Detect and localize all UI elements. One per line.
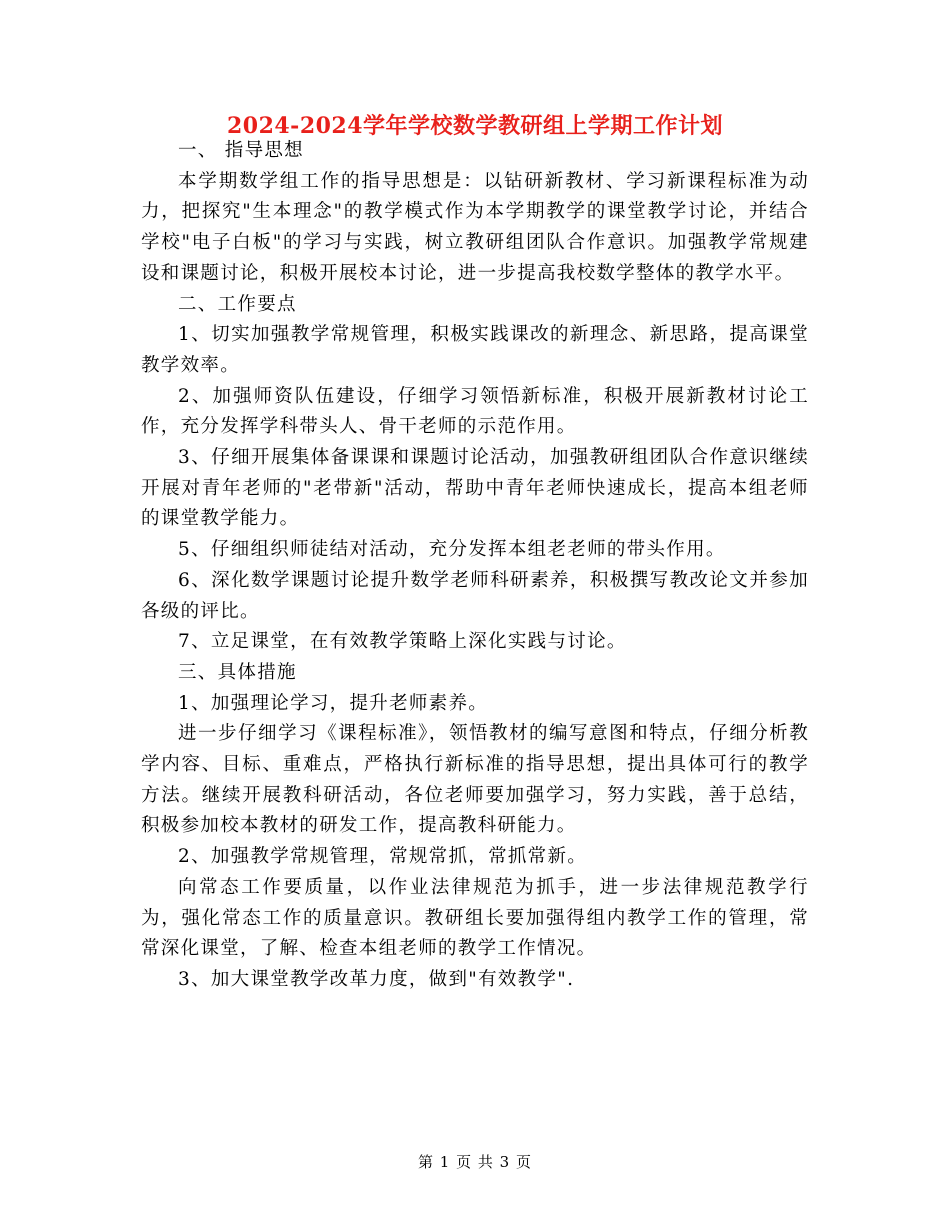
section-heading-guiding-ideology: 一、 指导思想	[178, 140, 304, 161]
paragraph-work-point-3: 3、仔细开展集体备课课和课题讨论活动，加强教研组团队合作意识继续开展对青年老师的"老带新"活动，帮助中青年老师快速成长，提高本组老师的课堂教学能力。	[141, 447, 809, 530]
paragraph-work-point-2: 2、加强师资队伍建设，仔细学习领悟新标准，积极开展新教材讨论工作，充分发挥学科带头人、骨干老师的示范作用。	[141, 385, 809, 438]
paragraph-measure-2-body: 向常态工作要质量，以作业法律规范为抓手，进一步法律规范教学行为，强化常态工作的质量意识。教研组长要加强得组内教学工作的管理，常常深化课堂，了解、检查本组老师的教学工作情况。	[141, 876, 809, 960]
paragraph-measure-1-title: 1、加强理论学习，提升老师素养。	[178, 692, 489, 714]
paragraph-work-point-7: 7、立足课堂，在有效教学策略上深化实践与讨论。	[178, 631, 627, 653]
paragraph-measure-3-title: 3、加大课堂教学改革力度，做到"有效教学".	[178, 968, 575, 990]
page-footer: 第 1 页 共 3 页	[418, 1153, 532, 1171]
section-heading-work-points: 二、工作要点	[178, 293, 297, 315]
paragraph-measure-2-title: 2、加强教学常规管理，常规常抓，常抓常新。	[178, 846, 588, 868]
document-body	[141, 136, 809, 996]
section-heading-measures: 三、具体措施	[178, 661, 297, 683]
paragraph-work-point-1: 1、切实加强教学常规管理，积极实践课改的新理念、新思路，提高课堂教学效率。	[141, 324, 809, 376]
paragraph-work-point-6: 6、深化数学课题讨论提升数学老师科研素养，积极撰写教改论文并参加各级的评比。	[141, 569, 809, 622]
paragraph-work-point-5: 5、仔细组织师徒结对活动，充分发挥本组老老师的带头作用。	[178, 539, 726, 561]
document-title: 2024-2024学年学校数学教研组上学期工作计划	[226, 113, 724, 139]
paragraph-guiding-ideology: 本学期数学组工作的指导思想是：以钻研新教材、学习新课程标准为动力，把探究"生本理念"的教学模式作为本学期教学的课堂教学讨论，并结合学校"电子白板"的学习与实践，树立教研组团队合作意识。加强教学常规建设和课题讨论，积极开展校本讨论，进一步提高我校数学整体的教学水平。	[141, 170, 809, 284]
paragraph-measure-1-body: 进一步仔细学习《课程标准》，领悟教材的编写意图和特点，仔细分析教学内容、目标、重难点，严格执行新标准的指导思想，提出具体可行的教学方法。继续开展教科研活动，各位老师要加强学习，努力实践，善于总结，积极参加校本教材的研发工作，提高教科研能力。	[141, 723, 809, 837]
